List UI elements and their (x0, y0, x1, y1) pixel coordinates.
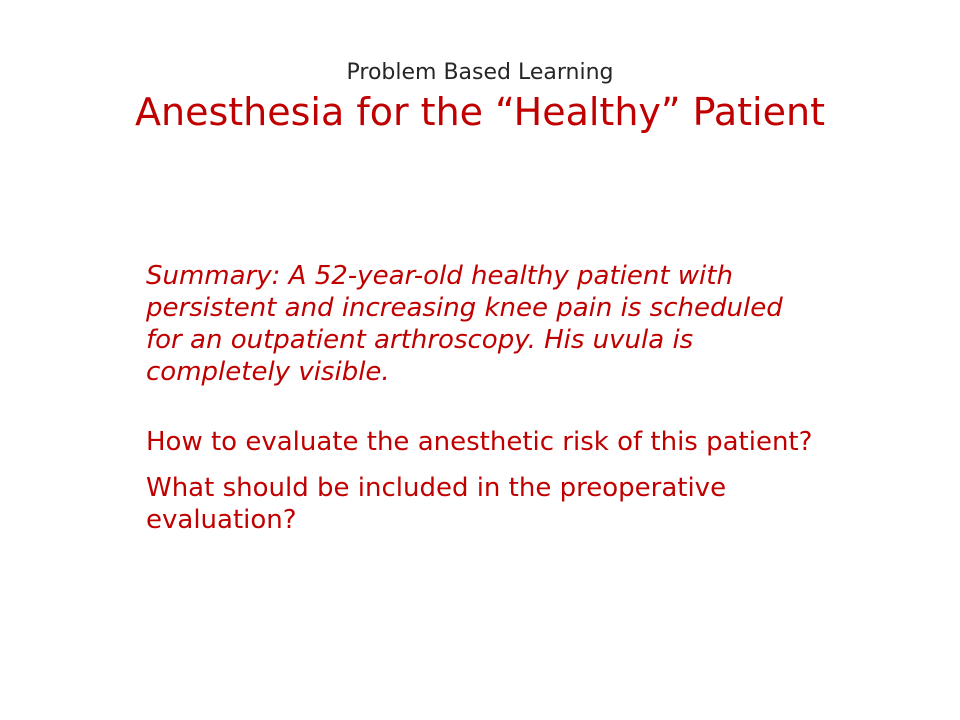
question-1: How to evaluate the anesthetic risk of this patient? (146, 427, 813, 457)
slide-title: Anesthesia for the “Healthy” Patient (135, 90, 825, 134)
case-summary: Summary: A 52-year-old healthy patient with persistent and increasing knee pain is scheduled for an outpatient arthroscopy. His uvula is completely visible. (146, 261, 783, 387)
slide-subtitle: Problem Based Learning (346, 60, 614, 85)
title-block (60, 58, 900, 136)
question-2: What should be included in the preoperative evaluation? (146, 473, 727, 535)
slide-body (146, 260, 826, 536)
